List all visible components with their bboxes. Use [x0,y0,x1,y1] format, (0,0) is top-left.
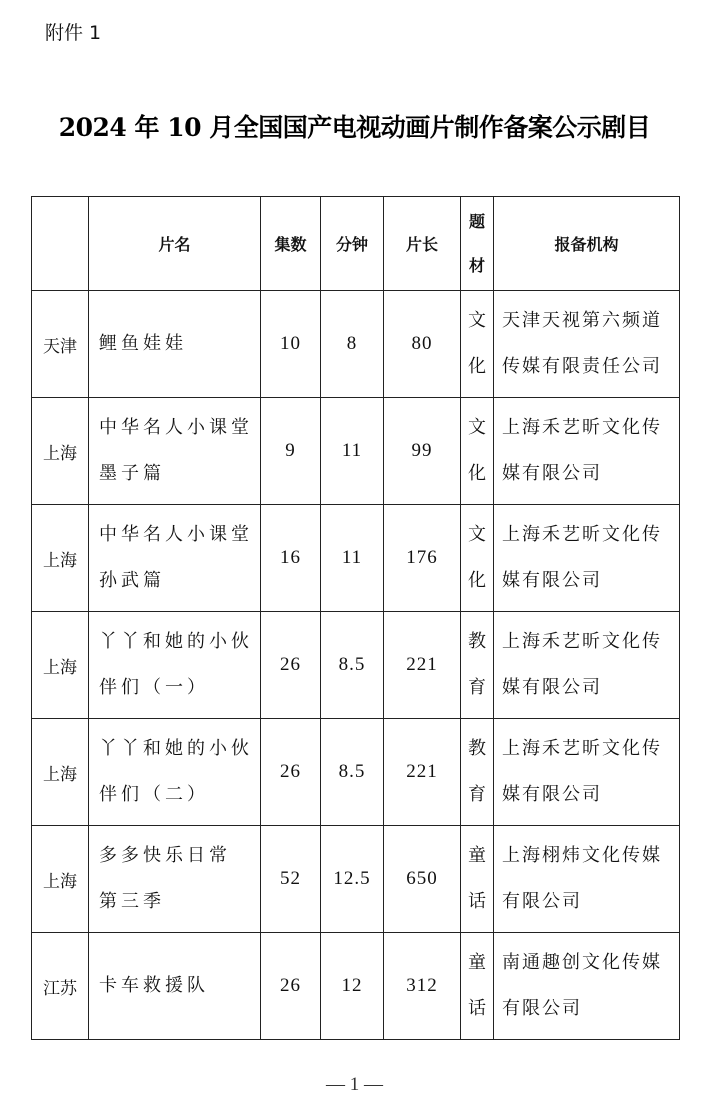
cell-region: 上海 [32,398,89,505]
table-row [32,398,680,505]
org-line2: 有限公司 [502,891,582,912]
cell-minutes: 12 [321,933,384,1040]
genre-line1: 童 [468,845,486,866]
cell-length: 221 [384,719,461,826]
name-line1: 鲤鱼娃娃 [99,333,187,354]
header-name: 片名 [89,197,261,291]
cell-region: 上海 [32,505,89,612]
genre-line2: 化 [468,463,486,484]
header-length: 片长 [384,197,461,291]
cell-episodes: 26 [261,933,321,1040]
name-line1: 中华名人小课堂 [99,524,253,545]
cell-length: 650 [384,826,461,933]
org-line2: 媒有限公司 [502,677,602,698]
org-line1: 南通趣创文化传媒 [502,952,662,973]
cell-genre [461,933,494,1040]
cell-length: 221 [384,612,461,719]
org-line1: 上海禾艺昕文化传 [502,417,662,438]
cell-region: 上海 [32,826,89,933]
table-row [32,933,680,1040]
table-row [32,719,680,826]
name-line2: 墨子篇 [99,463,165,484]
cell-episodes: 9 [261,398,321,505]
cell-episodes: 52 [261,826,321,933]
genre-line1: 文 [468,310,486,331]
cell-episodes: 26 [261,719,321,826]
cell-episodes: 26 [261,612,321,719]
org-line1: 上海禾艺昕文化传 [502,738,662,759]
cell-org [494,933,680,1040]
genre-line2: 化 [468,356,486,377]
cell-length: 312 [384,933,461,1040]
genre-line2: 育 [468,677,486,698]
org-line1: 上海禾艺昕文化传 [502,631,662,652]
page-number: — 1 — [326,1074,383,1095]
header-genre [461,197,494,291]
genre-line1: 文 [468,417,486,438]
name-line2: 孙武篇 [99,570,165,591]
cell-org [494,612,680,719]
cell-minutes: 8.5 [321,612,384,719]
cell-minutes: 11 [321,398,384,505]
cell-name [89,826,261,933]
name-line1: 丫丫和她的小伙 [99,738,253,759]
name-line2: 第三季 [99,891,165,912]
header-genre-line2: 材 [468,255,485,275]
cell-length: 99 [384,398,461,505]
org-line1: 天津天视第六频道 [502,310,662,331]
name-line2: 伴们（二） [99,784,209,805]
name-line1: 中华名人小课堂 [99,417,253,438]
cell-minutes: 11 [321,505,384,612]
header-region [32,197,89,291]
cell-org [494,505,680,612]
cell-genre [461,719,494,826]
genre-line1: 童 [468,952,486,973]
cell-name [89,933,261,1040]
org-line2: 媒有限公司 [502,784,602,805]
cell-org [494,398,680,505]
org-line1: 上海禾艺昕文化传 [502,524,662,545]
genre-line1: 教 [468,631,486,652]
cell-episodes: 10 [261,291,321,398]
org-line2: 传媒有限责任公司 [502,356,662,377]
genre-line2: 育 [468,784,486,805]
cell-minutes: 8.5 [321,719,384,826]
cell-name [89,398,261,505]
filing-table [31,196,680,1040]
cell-length: 80 [384,291,461,398]
table-row [32,826,680,933]
table-row [32,291,680,398]
org-line2: 媒有限公司 [502,463,602,484]
table-header-row [32,197,680,291]
document-title: 2024 年 10 月全国国产电视动画片制作备案公示剧目 [58,113,651,142]
org-line2: 有限公司 [502,998,582,1019]
table-row [32,505,680,612]
name-line2: 伴们（一） [99,677,209,698]
cell-name [89,612,261,719]
cell-genre [461,505,494,612]
header-episodes: 集数 [261,197,321,291]
cell-org [494,826,680,933]
name-line1: 丫丫和她的小伙 [99,631,253,652]
cell-genre [461,291,494,398]
attachment-label: 附件 1 [45,22,102,44]
header-org: 报备机构 [494,197,680,291]
cell-org [494,291,680,398]
cell-genre [461,398,494,505]
genre-line2: 化 [468,570,486,591]
genre-line2: 话 [468,998,486,1019]
cell-genre [461,826,494,933]
table-row [32,612,680,719]
name-line1: 多多快乐日常 [99,845,231,866]
org-line1: 上海栩炜文化传媒 [502,845,662,866]
genre-line2: 话 [468,891,486,912]
cell-length: 176 [384,505,461,612]
cell-name [89,505,261,612]
genre-line1: 教 [468,738,486,759]
cell-region: 天津 [32,291,89,398]
cell-minutes: 8 [321,291,384,398]
cell-episodes: 16 [261,505,321,612]
header-minutes: 分钟 [321,197,384,291]
cell-region: 江苏 [32,933,89,1040]
name-line1: 卡车救援队 [99,975,209,996]
cell-region: 上海 [32,719,89,826]
org-line2: 媒有限公司 [502,570,602,591]
cell-genre [461,612,494,719]
cell-region: 上海 [32,612,89,719]
cell-minutes: 12.5 [321,826,384,933]
cell-name [89,719,261,826]
genre-line1: 文 [468,524,486,545]
cell-name [89,291,261,398]
header-genre-line1: 题 [468,211,485,231]
cell-org [494,719,680,826]
